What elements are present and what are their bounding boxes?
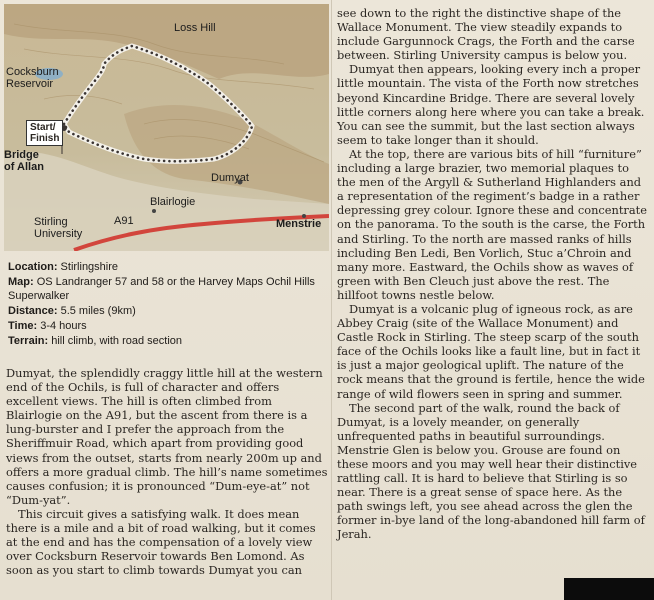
label-bridge-of-allan: Bridge of Allan: [4, 149, 44, 173]
label-start-finish: Start/ Finish: [26, 120, 63, 146]
article-paragraph: Dumyat is a volcanic plug of igneous rock, as are Abbey Craig (site of the Wallace Monument) and Castle Rock in Stirling. The steep scarp of the south face of the Ochils looks like a fault line, but in fact it is just a major geological uplift. The nature of the rock means that the ground is fertile, hence the wide range of wild flowers seen in spring and summer.: [337, 301, 645, 401]
article-paragraph: The second part of the walk, round the back of Dumyat, is a lovely meander, on generally unfrequented paths in beautiful surroundings. Menstrie Glen is below you. Grouse are found on these moors and you may well hear their distinctive rattling call. It is hard to believe that Stirling is so near. There is a great sense of space here. As the path swings left, you see ahead across the glen the former in-bye land of the long-abandoned hill farm of Jerah.: [337, 400, 645, 542]
location-label: Location:: [8, 261, 58, 273]
label-dumyat: Dumyat: [211, 172, 249, 184]
article-paragraph: At the top, there are various bits of hill “furniture” including a large brazier, two memorial plaques to the men of the Argyll & Sutherland Highlanders and a representation of the regiment’s badge in a rather depressing grey colour. Ignore these and concentrate on the panorama. To the south is the carse, the Forth and Stirling. To the north are massed ranks of hills including Ben Ledi, Ben Vorlich, Stuc a’Chroin and many more. Eastward, the Ochils show as waves of green with Ben Cleuch just above the rest. The hillfoot towns nestle below.: [337, 146, 647, 302]
info-time: [8, 319, 326, 333]
blairlogie-marker: [152, 209, 156, 213]
terrain-label: Terrain:: [8, 335, 49, 347]
info-terrain: [8, 334, 326, 348]
terrain-value: hill climb, with road section: [48, 335, 183, 347]
scan-corner-shadow: [564, 578, 654, 600]
walk-info-box: [8, 260, 326, 349]
article-paragraph: This circuit gives a satisfying walk. It does mean there is a mile and a bit of road walking, but it comes at the end and has the compensation of a lovely view over Cocksburn Reservoir towards Ben Lomond. As soon as you start to climb towards Dumyat you can: [6, 506, 316, 578]
label-cocksburn-reservoir: Cocksburn Reservoir: [6, 66, 59, 90]
article-column-right: [337, 6, 649, 542]
label-a91: A91: [114, 215, 134, 227]
distance-value: 5.5 miles (9km): [57, 305, 136, 317]
info-location: [8, 260, 326, 274]
label-menstrie: Menstrie: [276, 218, 322, 230]
time-value: 3-4 hours: [37, 320, 87, 332]
location-value: Stirlingshire: [57, 261, 119, 273]
info-distance: [8, 304, 326, 318]
map-label: Map:: [8, 276, 34, 288]
article-paragraph: see down to the right the distinctive shape of the Wallace Monument. The view steadily expands to include Gargunnock Crags, the Forth and the carse between. Stirling University campus is below you.: [337, 6, 635, 63]
route-map: [4, 4, 329, 251]
article-column-left: [6, 366, 328, 577]
info-map: [8, 275, 326, 303]
label-loss-hill: Loss Hill: [174, 22, 216, 34]
label-blairlogie: Blairlogie: [150, 196, 196, 208]
label-stirling-university: Stirling University: [34, 216, 83, 240]
map-value: OS Landranger 57 and 58 or the Harvey Maps Ochil Hills Superwalker: [8, 276, 315, 302]
distance-label: Distance:: [8, 305, 58, 317]
time-label: Time:: [8, 320, 38, 332]
article-paragraph: Dumyat, the splendidly craggy little hill at the western end of the Ochils, is full of character and offers excellent views. The hill is often climbed from Blairlogie on the A91, but the ascent from there is a lung-burster and I prefer the approach from the Sheriffmuir Road, which apart from providing good views from the outset, starts from nearly 200m up and offers a more gradual climb. The hill’s name sometimes causes confusion; it is pronounced “Dum-eye-at” not “Dum-yat”.: [6, 366, 328, 507]
column-divider: [331, 0, 332, 600]
article-paragraph: Dumyat then appears, looking every inch a proper little mountain. The vista of the Forth now stretches beyond Kincardine Bridge. There are several lovely little corners along here where you can take a break. You can see the summit, but the last section always seem to take longer than it should.: [337, 62, 645, 147]
